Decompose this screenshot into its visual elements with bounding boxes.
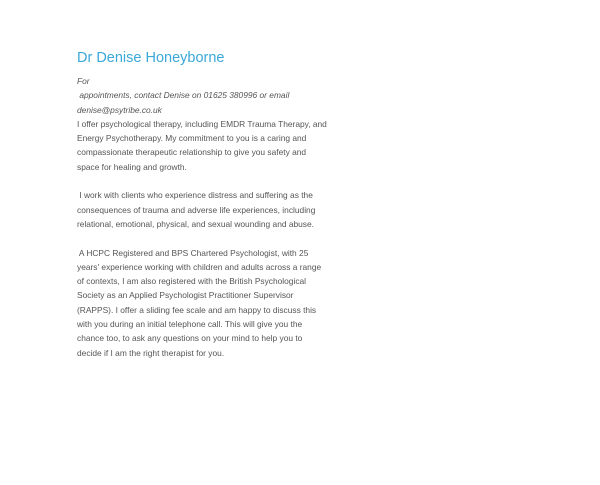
intro-paragraph <box>77 117 327 174</box>
contact-line: For <box>77 76 90 86</box>
paragraph-line: relational, emotional, physical, and sexual wounding and abuse. <box>77 218 314 229</box>
paragraph-spacer <box>77 174 327 188</box>
page-title: Dr Denise Honeyborne <box>77 50 225 66</box>
paragraph-line: compassionate therapeutic relationship to give you safety and <box>77 147 307 158</box>
paragraph-line: with you during an initial telephone call. This will give you the <box>77 319 303 330</box>
paragraph-spacer <box>77 231 327 245</box>
paragraph-line: I work with clients who experience distress and suffering as the <box>77 190 313 201</box>
profile-section <box>77 49 327 360</box>
paragraph-line: consequences of trauma and adverse life experiences, including <box>77 204 316 215</box>
credentials-paragraph <box>77 246 327 360</box>
paragraph-line: Energy Psychotherapy. My commitment to you is a caring and <box>77 133 307 144</box>
paragraph-line: space for healing and growth. <box>77 161 187 172</box>
paragraph-line: decide if I am the right therapist for you. <box>77 347 225 358</box>
paragraph-line: chance too, to ask any questions on your mind to help you to <box>77 333 303 344</box>
paragraph-line: of contexts, I am also registered with the British Psychological <box>77 276 307 287</box>
clients-paragraph <box>77 188 327 231</box>
contact-email-link[interactable]: denise@psytribe.co.uk <box>77 104 162 115</box>
paragraph-line: (RAPPS). I offer a sliding fee scale and am happy to discuss this <box>77 304 317 315</box>
paragraph-line: Society as an Applied Psychologist Practitioner Supervisor <box>77 290 294 301</box>
contact-info <box>77 74 327 117</box>
paragraph-line: I offer psychological therapy, including EMDR Trauma Therapy, and <box>77 118 327 129</box>
contact-line: appointments, contact Denise on 01625 380996 or email <box>77 90 290 101</box>
paragraph-line: years' experience working with children and adults across a range <box>77 261 322 272</box>
paragraph-line: A HCPC Registered and BPS Chartered Psychologist, with 25 <box>77 247 309 258</box>
